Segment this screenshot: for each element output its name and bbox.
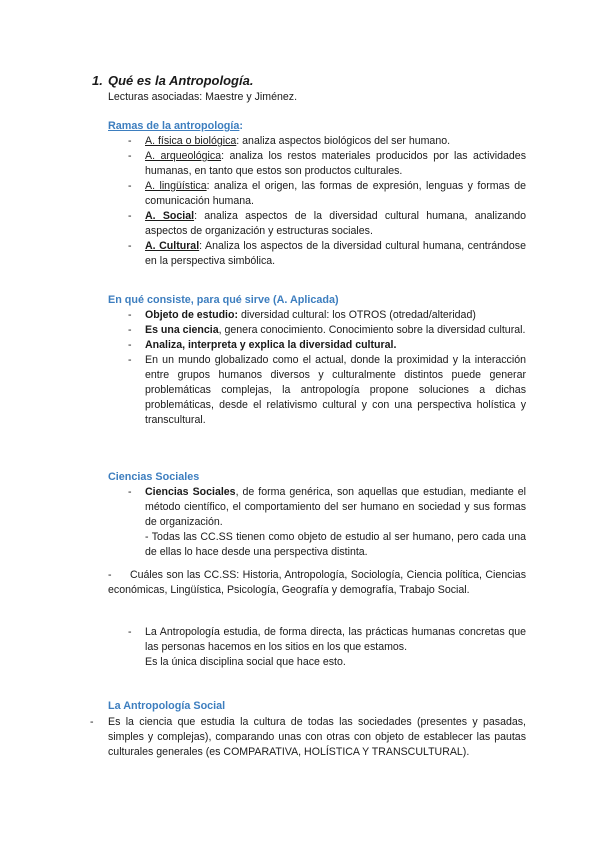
readings-line: Lecturas asociadas: Maestre y Jiménez.: [108, 91, 298, 103]
antropologia-list: [128, 625, 526, 670]
ciencias-list: [128, 485, 526, 560]
social-title: La Antropología Social: [108, 700, 226, 712]
ramas-title: Ramas de la antropología:: [108, 120, 244, 132]
section-heading: [92, 72, 253, 90]
list-item: - A. Cultural: Analiza los aspectos de la diversidad cultural humana, centrándose en la perspectiva simbólica.: [128, 239, 526, 269]
list-item: - Objeto de estudio: diversidad cultural: los OTROS (otredad/alteridad): [128, 308, 526, 323]
antropologia-note: Es la única disciplina social que hace esto.: [145, 656, 346, 668]
list-item: - En un mundo globalizado como el actual, donde la proximidad y la interacción entre grupos humanos diversos y culturalmente distintos puede generar problemáticas complejas, la antropología propone soluciones a dichas problemáticas, desde el relativismo cultural y con una perspectiva holística y transcultural.: [128, 353, 526, 428]
ciencias-title: Ciencias Sociales: [108, 471, 200, 483]
list-item: - A. arqueológica: analiza los restos materiales producidos por las actividades humanas, en tanto que estos son productos culturales.: [128, 149, 526, 179]
list-item: - A. Social: analiza aspectos de la diversidad cultural humana, analizando aspectos de organización y estructuras sociales.: [128, 209, 526, 239]
list-item: - Es una ciencia, genera conocimiento. Conocimiento sobre la diversidad cultural.: [128, 323, 526, 338]
heading-number: 1.: [92, 73, 103, 88]
social-paragraph: Es la ciencia que estudia la cultura de todas las sociedades (presentes y pasadas, simples y complejas), comparando unas con otras con objeto de establecer las pautas culturales generales (es COMPARATIVA, HOLÍSTICA Y TRANSCULTURAL).: [108, 716, 526, 758]
ciencias-note: - Todas las CC.SS tienen como objeto de estudio al ser humano, pero cada una de ellas lo hace desde una perspectiva distinta.: [145, 531, 526, 558]
consiste-list: [128, 308, 526, 428]
heading-title: Qué es la Antropología.: [108, 73, 254, 88]
ccss-list-paragraph: Cuáles son las CC.SS: Historia, Antropología, Sociología, Ciencia política, Ciencias económicas, Lingüística, Psicología, Geografía y demografía, Trabajo Social.: [108, 569, 526, 596]
social-dash: -: [90, 716, 94, 728]
consiste-title: En qué consiste, para qué sirve (A. Aplicada): [108, 294, 339, 306]
list-item: - La Antropología estudia, de forma directa, las prácticas humanas concretas que las personas hacemos en los sitios en los que estamos. Es la única disciplina social que hace esto.: [128, 625, 526, 670]
list-item: - A. física o biológica: analiza aspectos biológicos del ser humano.: [128, 134, 526, 149]
list-dash: -: [108, 569, 112, 581]
list-item: - A. lingüística: analiza el origen, las formas de expresión, lenguas y formas de comunicación humana.: [128, 179, 526, 209]
list-item: - Ciencias Sociales, de forma genérica, son aquellas que estudian, mediante el método científico, el comportamiento del ser humano en sociedad y sus formas de organización. - Todas las CC.SS tienen como objeto de estudio al ser humano, pero cada una de ellas lo hace desde una perspectiva distinta.: [128, 485, 526, 560]
ramas-list: [128, 134, 526, 269]
list-item: - Analiza, interpreta y explica la diversidad cultural.: [128, 338, 526, 353]
